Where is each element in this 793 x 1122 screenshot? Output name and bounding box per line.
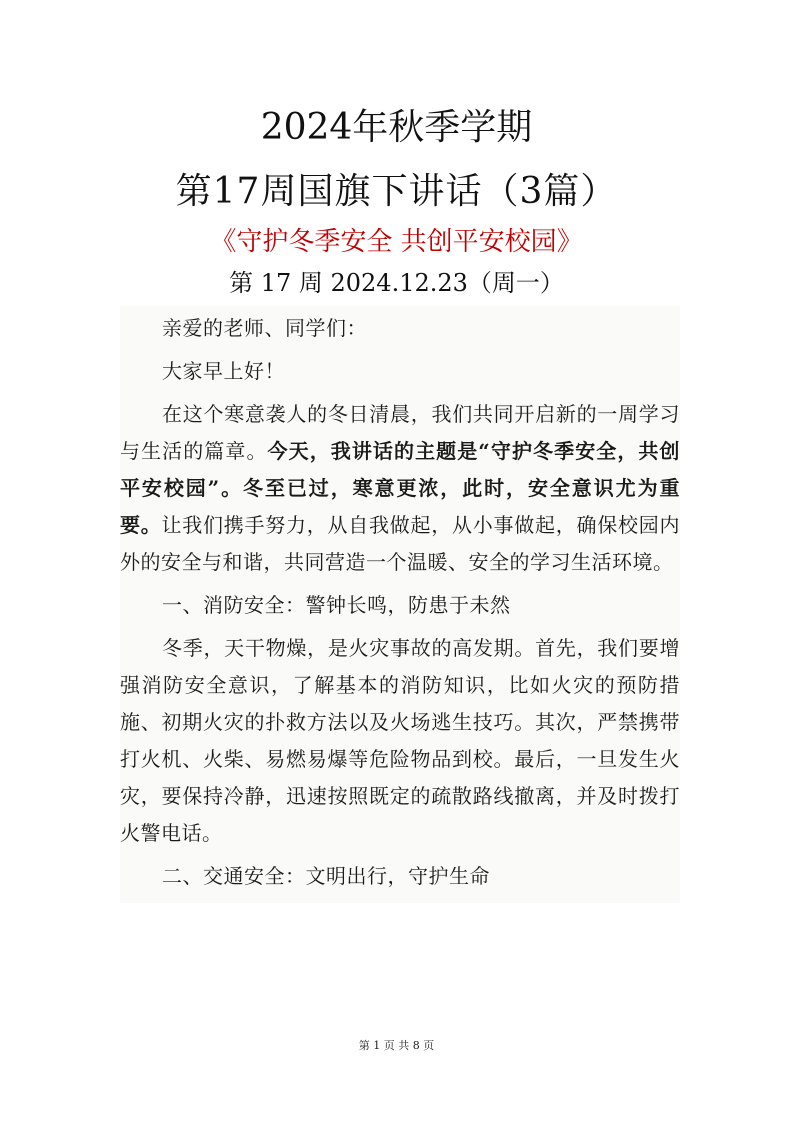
intro-text-end: 让我们携手努力，从自我做起，从小事做起，确保校园内外的安全与和谐，共同营造一个温暖、安全的学习生活环境。 (120, 513, 680, 574)
page-footer: 第 1 页 共 8 页 (358, 1039, 435, 1052)
greeting-paragraph: 亲爱的老师、同学们： (162, 316, 367, 340)
fire-safety-paragraph: 冬季，天干物燥，是火灾事故的高发期。首先，我们要增强消防安全意识，了解基本的消防知识，比如火灾的预防措施、初期火灾的扑救方法以及火场逃生技巧。其次，严禁携带打火机、火柴、易燃易爆等危险物品到校。最后，一旦发生火灾，要保持冷静，迅速按照既定的疏散路线撤离，并及时拨打火警电话。 (120, 636, 680, 845)
title-line-2: 第17周国旗下讲话（3篇） (175, 171, 618, 212)
intro-text-theme: 今天，我讲话的主题是“守护冬季安全，共创平安校园”。冬至已过，寒意更浓，此时，安全意识尤为重要。 (120, 439, 681, 537)
speech-subtitle: 《守护冬季安全 共创平安校园》 (210, 227, 583, 257)
salutation-paragraph: 大家早上好！ (162, 359, 285, 383)
intro-text-start: 在这个寒意袭人的冬日清晨，我们共同开启新的一周学习与生活的篇章。 (120, 402, 680, 463)
speech-dateline: 第 17 周 2024.12.23（周一） (229, 269, 564, 297)
speech-body (120, 306, 680, 903)
title-line-1: 2024年秋季学期 (260, 107, 533, 148)
section-heading-fire-safety: 一、消防安全：警钟长鸣，防患于未然 (162, 593, 511, 617)
section-heading-traffic-safety: 二、交通安全：文明出行，守护生命 (162, 864, 490, 888)
intro-paragraph (120, 396, 680, 581)
